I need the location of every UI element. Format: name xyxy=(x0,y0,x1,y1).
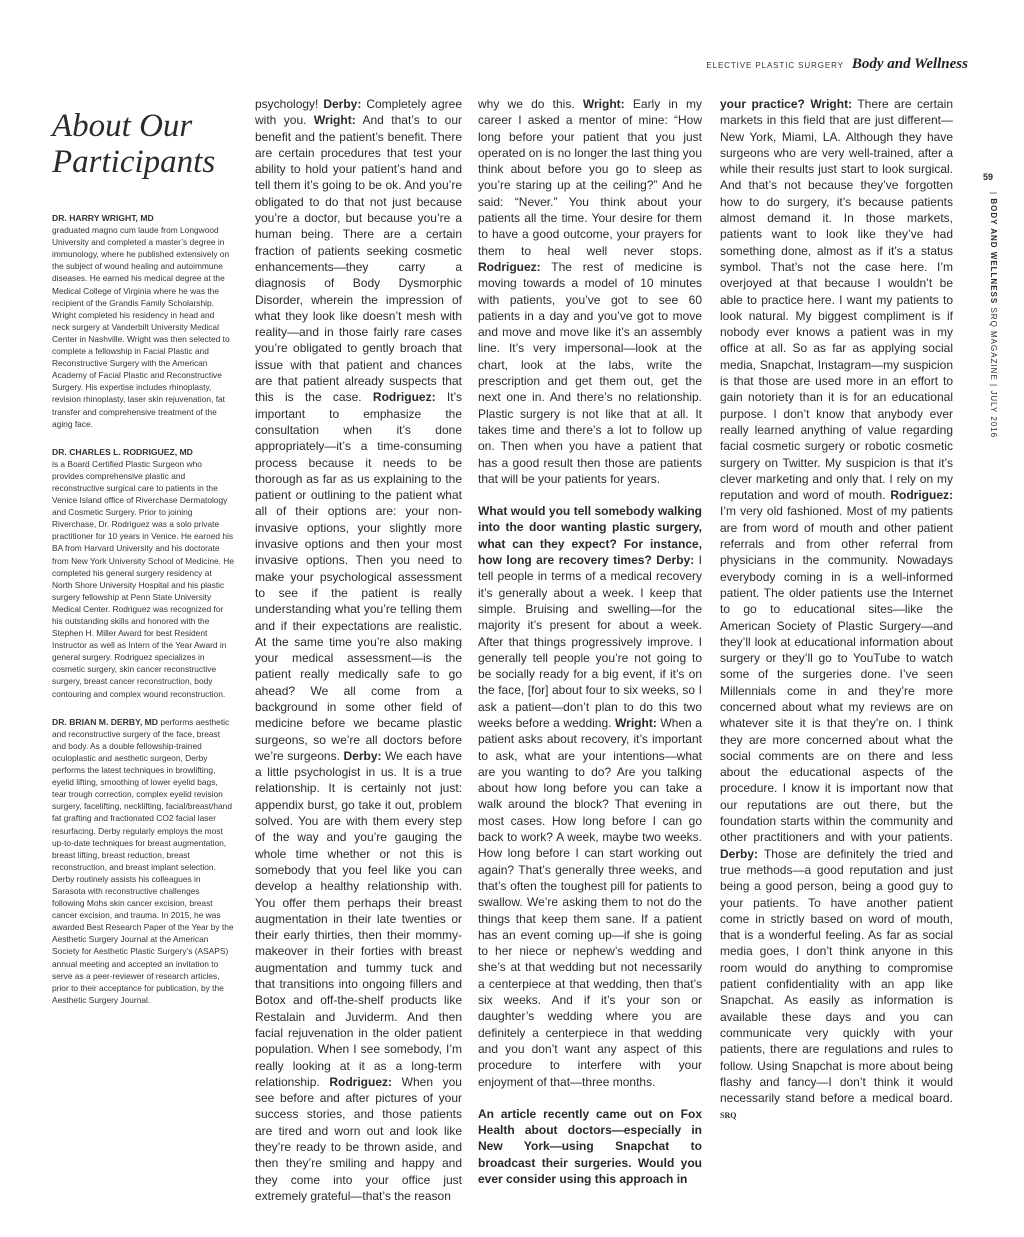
answer-text: We each have a little psychologist in us. It is a true relationship. It is certainly not just: appendix burst, go take it out, problem solved. You are with them every step of the way and you’re gauging the whole time whether or not this is somebody that you feel like you can develop a healthy relationship with. You offer them perhaps their breast augmentation in their late twenties or their early thirties, then their mommy-makeover in their forties with breast augmentation and tummy tuck and that transitions into ongoing fillers and Botox and off-the-shelf products like Restalain and Juviderm. And then facial rejuvenation in the older patient population. When I see somebody, I’m really looking at it as a long-term relationship. xyxy=(255,748,463,1089)
bio-name: DR. CHARLES L. RODRIGUEZ, MD xyxy=(52,446,193,457)
page-header xyxy=(706,56,968,73)
speaker-name: Wright: xyxy=(615,715,657,730)
page-number: 59 xyxy=(983,172,994,182)
interview-question: An article recently came out on Fox Health about doctors—especially in New York—using Snapchat to broadcast their surgeries. Would you ever consider using this approach in xyxy=(478,1106,702,1186)
speaker-name: Rodriguez: xyxy=(890,488,953,503)
side-sep: | xyxy=(989,192,998,196)
speaker-name: Rodriguez: xyxy=(372,390,436,405)
bio-name: DR. BRIAN M. DERBY, MD xyxy=(52,716,158,727)
bio-name: DR. HARRY WRIGHT, MD xyxy=(52,213,154,223)
bio-list xyxy=(52,212,234,1006)
answer-text: When you see before and after pictures of your success stories, and those patients are tired and worn out and look like they’re ready to be thrown aside, and then they’re smiling and happy and they come into your office just extremely grateful—that’s the reason xyxy=(255,1074,462,1203)
participants-title xyxy=(52,108,234,180)
title-line-1: About Our xyxy=(52,108,193,144)
bio-text: is a Board Certified Plastic Surgeon who provides comprehensive plastic and reconstructive surgical care to patients in the Venice Island office of Riverchase Dermatology and Cosmetic Surgery. Prior to joining Riverchase, Dr. Rodriguez was a solo private practitioner for 10 years in Venice. He earned his BA from Harvard University and his doctorate from New York University School of Medicine. He completed his general surgery residency at North Shore University Hospital and his plastic surgery fellowship at Penn State University Medical Center. Rodriguez was recognized for his outstanding skills and honored with the Stephen H. Miller Award for best Resident Instructor as well as Intern of the Year Award in general surgery. Rodriguez specializes in cosmetic surgery, skin cancer reconstructive surgery, breast cancer reconstruction, body contouring and complex wound reconstruction. xyxy=(52,458,234,699)
answer-text: I tell people in terms of a medical recovery it’s generally about a week. I keep that simple. Bruising and swelling—for the majority it’s present for about a week. After that things progressively improve. I generally tell people you’re not going to be socially ready for a big event, if it’s on the face, [for] about four to six weeks, so I ask a patient—don’t plan to do this two weeks before a wedding. xyxy=(478,553,702,730)
header-section-title: Body and Wellness xyxy=(851,56,968,72)
article-text-col4 xyxy=(720,96,953,1125)
answer-text: Early in my career I asked a mentor of mine: “How long before your patient that you just operated on is no longer the last thing you think about before you go to sleep as you’re staring up at the ceiling?” And he said: “Never.” You think about your patients all the time. Your desire for them to have a good outcome, your prayers for them to heal well never stops. xyxy=(478,97,702,258)
article-column-2 xyxy=(255,96,462,1204)
end-mark: SRQ xyxy=(720,1111,737,1121)
bio-entry xyxy=(52,446,234,700)
speaker-name: Rodriguez: xyxy=(329,1074,393,1089)
answer-text: It’s important to emphasize the consultation when it’s done appropriately—it’s a time-consuming process because it needs to be thorough as far as us explaining to the patient or outlining to the patient what all of their options are: your non-invasive options, your slightly more invasive options and then your most invasive options. Then you need to make your psychological assessment to see if the patient is really understanding what you’re telling them and if their expectations are realistic. At the same time you’re also making your medical assessment—is the patient really medically safe to go ahead? We all come from a background in some other field of medicine before we became plastic surgeons, so we’re all doctors before we’re surgeons. xyxy=(255,390,462,763)
article-column-4 xyxy=(720,96,953,1125)
answer-text: And that’s to our benefit and the patient’s benefit. There are certain procedures that test your ability to hold your patient’s hand and tell them it’s going to be ok. And you’re obligated to do that not just because you’re a doctor, but because you’re a human being. There are a certain fraction of patients seeking cosmetic enhancements—they carry a diagnosis of Body Dysmorphic Disorder, wherein the impression of what they look like doesn’t mesh with reality—and in those fairly rare cases you’re obligated to gently broach that issue with that patient and chances are that patient already suspects that this is the case. xyxy=(255,113,462,405)
interview-question: What would you tell somebody walking into the door wanting plastic surgery, what can they expect? For instance, how long are recovery times? xyxy=(478,504,702,568)
speaker-name: Derby: xyxy=(323,97,362,111)
answer-text: There are certain markets in this field that are just different—New York, Miami, LA. Although they have surgeons who are very well-trained, after a while their results just start to look surgical. And that’s not because they’ve forgotten how to do surgery, it’s because patients almost demand it. In those markets, patients want to look like they’ve had something done, almost as if it’s a status symbol. That’s not the case here. I’m overjoyed at that because I wouldn’t be able to practice here. I want my patients to look natural. My biggest compliment is if nobody ever knows a patient was in my office at all. So as far as applying social media, Snapchat, Instagram—my suspicion is that those are used more in an effort to gain notoriety than it is for an educational purpose. I don’t know that anybody ever really learned anything of value regarding facial cosmetic surgery or robotic cosmetic surgery on Twitter. My suspicion is that it’s clever marketing and only that. I rely on my reputation and word of mouth. xyxy=(720,97,953,503)
article-text-col2 xyxy=(255,96,462,1204)
bio-text: performs aesthetic and reconstructive surgery of the face, breast and body. As a double fellowship-trained oculoplastic and aesthetic surgeon, Derby performs the latest techniques in browlifting, eyelid lifting, smoothing of lower eyelid bags, tear trough correction, complex eyelid revision surgery, facelifting, necklifting, facial/breast/hand fat grafting and fractionated CO2 facial laser resurfacing. Derby regularly employs the most up-to-date techniques for breast augmentation, breast lifting, breast reduction, breast reconstruction, and breast implant selection. Derby routinely assists his colleagues in Sarasota with reconstructive challenges following Mohs skin cancer excision, breast cancer excision, and trauma. In 2015, he was awarded Best Research Paper of the Year by the Aesthetic Surgery Journal at the American Society for Aesthetic Plastic Surgery’s (ASAPS) annual meeting and accepted an invitation to serve as a peer-reviewer of research articles, prior to their acceptance for publication, by the Aesthetic Surgery Journal. xyxy=(52,716,234,1005)
participants-column xyxy=(52,96,234,1022)
answer-text: I’m very old fashioned. Most of my patients are from word of mouth and other patient referrals and from other referral from physicians in the community. Nowadays everybody coming in is a well-informed patient. The older patients use the Internet to go to educational sites—like the American Society of Plastic Surgery—and they’ll look at educational information about surgery or they’ll go to YouTube to watch some of the surgeries done. I’ve seen Millennials come in and they’re more concerned about what my reviews are on whatever site it is that they’re on. I think they are more concerned about what the social comments are on there and less about the educational aspects of the procedure. I know it is important now that our reputations are out there, but the foundation starts within the community and other practitioners and with your patients. xyxy=(720,504,953,845)
bio-entry xyxy=(52,716,234,1006)
answer-text: Completely agree with you. xyxy=(255,97,463,128)
bio-text: graduated magno cum laude from Longwood University and completed a master’s degree in immunology, where he published extensively on the subject of wound healing and autoimmune diseases. He earned his medical degree at the Medical College of Virginia where he was the recipient of the Grandis Family Scholarship. Wright completed his residency in head and neck surgery at Vanderbilt University Medical Center in Nashville. Wright was then selected to complete a fellowship in Facial Plastic and Reconstructive Surgery with the American Academy of Facial Plastic and Reconstructive Surgery. His expertise includes rhinoplasty, revision rhinoplasty, laser skin rejuvenation, fat transfer and comprehensive treatment of the aging face. xyxy=(52,225,230,429)
side-running-footer xyxy=(980,172,1000,472)
side-pub: SRQ MAGAZINE | JULY 2016 xyxy=(989,307,998,439)
title-line-2: Participants xyxy=(52,144,216,180)
article-text-col3-p3 xyxy=(478,1106,702,1187)
answer-text: psychology! xyxy=(255,97,324,111)
answer-text: The rest of medicine is moving towards a model of 10 minutes with patients, you’ve got to see 60 patients in a day and you’ve got to move and move and move like it’s an assembly line. It’s very impersonal—look at the chart, look at the labs, write the prescription and get them out, get the next one in. And there’s no relationship. Plastic surgery is not like that at all. It takes time and there’s a lot to follow up on. Then when you have a patient that has a good result then those are patients that will be your patients for years. xyxy=(478,259,702,486)
speaker-name: Derby: xyxy=(656,553,695,568)
interview-question: your practice? xyxy=(720,97,811,111)
answer-text: When a patient asks about recovery, it’s important to ask, what are your intentions—what are you wanting to do? Are you talking about how long before you can take a walk around the block? That evening in most cases. How long before I can go back to work? A week, maybe two weeks. How long before I can start working out again? That’s generally three weeks, and that’s often the toughest pill for patients to swallow. We’re asking them to not do the things that keep them sane. If a patient has an event coming up—if she is going to her niece or nephew’s wedding and she’s at that wedding but not necessarily a centerpiece at that wedding, then that’s six weeks. And if it’s your son or daughter’s wedding where you are definitely a centerpiece in that wedding and you don’t want any aspect of this procedure to interfere with your enjoyment of that—three months. xyxy=(478,715,702,1089)
answer-text: why we do this. xyxy=(478,97,583,111)
speaker-name: Derby: xyxy=(720,846,759,861)
speaker-name: Derby: xyxy=(343,748,382,763)
speaker-name: Wright: xyxy=(313,113,356,128)
article-text-col3-p1 xyxy=(478,96,702,487)
side-section: BODY AND WELLNESS xyxy=(989,198,998,305)
side-running-text xyxy=(989,192,998,438)
article-column-3 xyxy=(478,96,702,1187)
speaker-name: Wright: xyxy=(810,97,853,111)
header-kicker: ELECTIVE PLASTIC SURGERY xyxy=(706,61,844,70)
answer-text: Those are definitely the tried and true methods—a good reputation and just being a good person, being a good guy to your patients. To have another patient come in strictly based on word of mouth, that is a wonderful feeling. As far as social media goes, I don’t think anyone in this room would do anything to compromise patient confidentiality with an app like Snapchat. As easily as information is available these days and you can communicate very quickly with your patients, there are regulations and rules to follow. Using Snapchat is more about being flashy and fancy—I don’t think it would necessarily stand before a medical board. xyxy=(720,846,953,1106)
article-text-col3-p2 xyxy=(478,503,702,1090)
speaker-name: Rodriguez: xyxy=(478,259,541,274)
bio-entry xyxy=(52,212,234,430)
speaker-name: Wright: xyxy=(582,97,625,111)
